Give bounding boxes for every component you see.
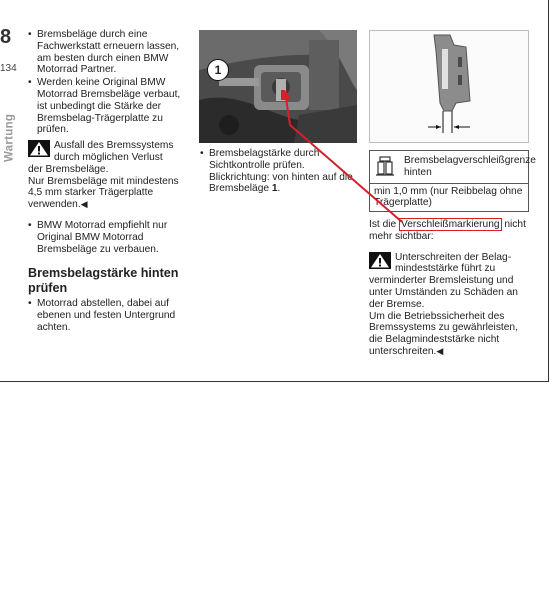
warning-line: durch möglichen Verlust bbox=[54, 151, 163, 163]
marker-sentence: Ist die Verschleißmarkierung nicht mehr sichtbar: bbox=[369, 219, 526, 242]
list-item: • Motorrad abstellen, dabei auf ebenen und festen Untergrund achten. bbox=[28, 298, 188, 333]
list-item: • BMW Motorrad empfiehlt nur Original BMW Motorrad Bremsbeläge zu verbauen. bbox=[28, 220, 188, 255]
middle-column bbox=[200, 148, 355, 196]
chapter-number: 8 bbox=[0, 26, 12, 48]
warning-icon bbox=[369, 252, 391, 269]
warning-icon bbox=[28, 140, 50, 157]
brake-caliper-photo bbox=[199, 30, 357, 143]
right-column-text bbox=[369, 219, 531, 358]
wear-marker-highlight: Verschleißmarkierung bbox=[401, 219, 500, 230]
figure-label-1: 1 bbox=[207, 59, 229, 81]
left-column bbox=[28, 29, 188, 335]
table-title: Bremsbelagverschleißgrenze hinten bbox=[404, 155, 536, 178]
list-item: • Werden keine Original BMW Motorrad Bremsbeläge verbaut, ist unbedingt die Stärke der Bremsbelag-Trägerplatte zu prüfen. bbox=[28, 77, 188, 136]
warning-block bbox=[28, 140, 188, 211]
warning-line: der Bremsbeläge. bbox=[28, 163, 109, 175]
warning-text: Nur Bremsbeläge mit mindestens 4,5 mm starker Trägerplatte verwenden.◀ bbox=[28, 175, 179, 211]
end-mark: ◀ bbox=[436, 345, 444, 356]
list-item: • Bremsbelagstärke durch Sichtkontrolle prüfen. Blickrichtung: von hinten auf die Bremsbeläge 1. bbox=[200, 148, 355, 195]
brake-pad-icon bbox=[374, 155, 396, 177]
brake-pad-diagram bbox=[369, 30, 529, 143]
end-mark: ◀ bbox=[80, 199, 88, 210]
warning-block bbox=[369, 252, 531, 358]
page-number: 134 bbox=[0, 63, 17, 74]
table-value: min 1,0 mm (nur Reibbelag ohne Trägerplatte) bbox=[374, 185, 523, 209]
warning-line: mindeststärke führt zu verminderter Bremsleistung und unter Umständen zu Schäden an der Bremse. bbox=[369, 263, 518, 310]
section-label: Wartung bbox=[3, 113, 16, 163]
specification-table bbox=[369, 150, 536, 212]
warning-text: Um die Betriebssicherheit des Bremssystems zu gewährleisten, die Belagmindeststärke nicht unterschreiten.◀ bbox=[369, 310, 518, 357]
list-item: • Bremsbeläge durch eine Fachwerkstatt erneuern lassen, am besten durch einen BMW Motorrad Partner. bbox=[28, 29, 188, 76]
warning-line: Unterschreiten der Belag- bbox=[395, 251, 512, 263]
section-heading: Bremsbelagstärke hinten prüfen bbox=[28, 266, 179, 296]
warning-line: Ausfall des Bremssystems bbox=[54, 140, 174, 152]
table-header-row bbox=[370, 151, 536, 184]
